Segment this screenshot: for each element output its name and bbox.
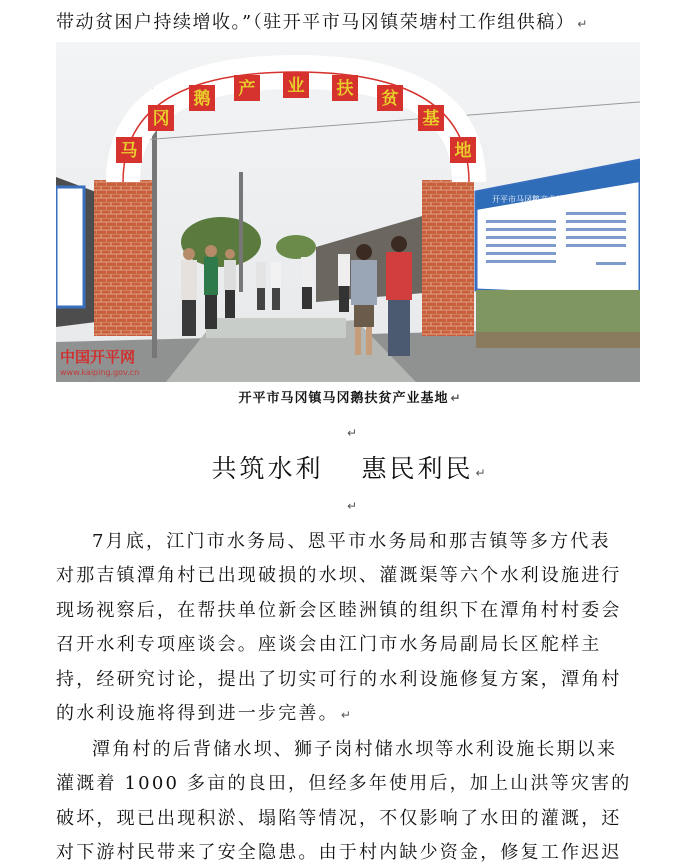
body-line (56, 665, 622, 691)
arch-char: 马 (120, 141, 138, 161)
body-line-text: 破坏，现已出现积淤、塌陷等情况，不仅影响了水田的灌溉，还 (56, 808, 622, 829)
body-line (56, 561, 622, 587)
body-line (56, 838, 622, 864)
photo-illustration (56, 42, 640, 382)
arch-char: 产 (238, 79, 256, 99)
article-title (0, 449, 700, 485)
body-line (56, 804, 622, 830)
arch-char: 扶 (336, 79, 354, 99)
watermark-logo: 中国开平网 (60, 348, 136, 366)
paragraph-mark: ↵ (475, 466, 489, 480)
arch-char: 冈 (152, 109, 170, 129)
top-line-text: 带动贫困户持续增收。”（驻开平市马冈镇荣塘村工作组供稿） (56, 12, 576, 33)
body-line-text: 召开水利专项座谈会。座谈会由江门市水务局副局长区舵样主 (56, 634, 602, 655)
arch-char: 鹅 (193, 89, 211, 109)
caption-text: 开平市马冈镇马冈鹅扶贫产业基地 (238, 391, 449, 406)
body-line (92, 527, 611, 553)
body-line (92, 735, 617, 761)
body-line (56, 596, 622, 622)
paragraph-mark: ↵ (450, 391, 462, 405)
top-text-line (56, 8, 589, 34)
body-line-text: 的水利设施将得到进一步完善。 (56, 703, 339, 724)
body-line-text: 现场视察后，在帮扶单位新会区睦洲镇的组织下在潭角村村委会 (56, 600, 622, 621)
body-line-text: 7月底，江门市水务局、恩平市水务局和那吉镇等多方代表 (92, 531, 611, 552)
arch-char: 基 (422, 109, 440, 129)
paragraph-mark: ↵ (347, 426, 358, 440)
paragraph-mark: ↵ (340, 708, 354, 722)
paragraph-mark: ↵ (347, 499, 358, 513)
body-line (56, 699, 353, 725)
arch-char: 业 (287, 76, 305, 96)
body-line-text: 对那吉镇潭角村已出现破损的水坝、灌溉渠等六个水利设施进行 (56, 565, 622, 586)
body-line (56, 769, 631, 795)
body-line-text: 灌溉着 1000 多亩的良田，但经多年使用后，加上山洪等灾害的 (56, 773, 632, 794)
body-line-text: 持，经研究讨论，提出了切实可行的水利设施修复方案，潭角村 (56, 669, 622, 690)
title-left: 共筑水利 (211, 454, 324, 483)
arch-char: 贫 (381, 89, 399, 109)
photo-caption (0, 387, 700, 406)
board-title: 开平市马冈鹅产业扶贫基地简介 (492, 195, 604, 204)
watermark-url: www.kaiping.gov.cn (60, 368, 140, 377)
paragraph-mark: ↵ (577, 17, 589, 31)
body-line (56, 630, 601, 656)
body-line-text: 对下游村民带来了安全隐患。由于村内缺少资金，修复工作迟迟 (56, 842, 622, 863)
body-line-text: 潭角村的后背储水坝、狮子岗村储水坝等水利设施长期以来 (92, 739, 618, 760)
document-photo (56, 42, 640, 382)
title-right: 惠民利民 (361, 454, 474, 483)
arch-char: 地 (454, 141, 472, 161)
